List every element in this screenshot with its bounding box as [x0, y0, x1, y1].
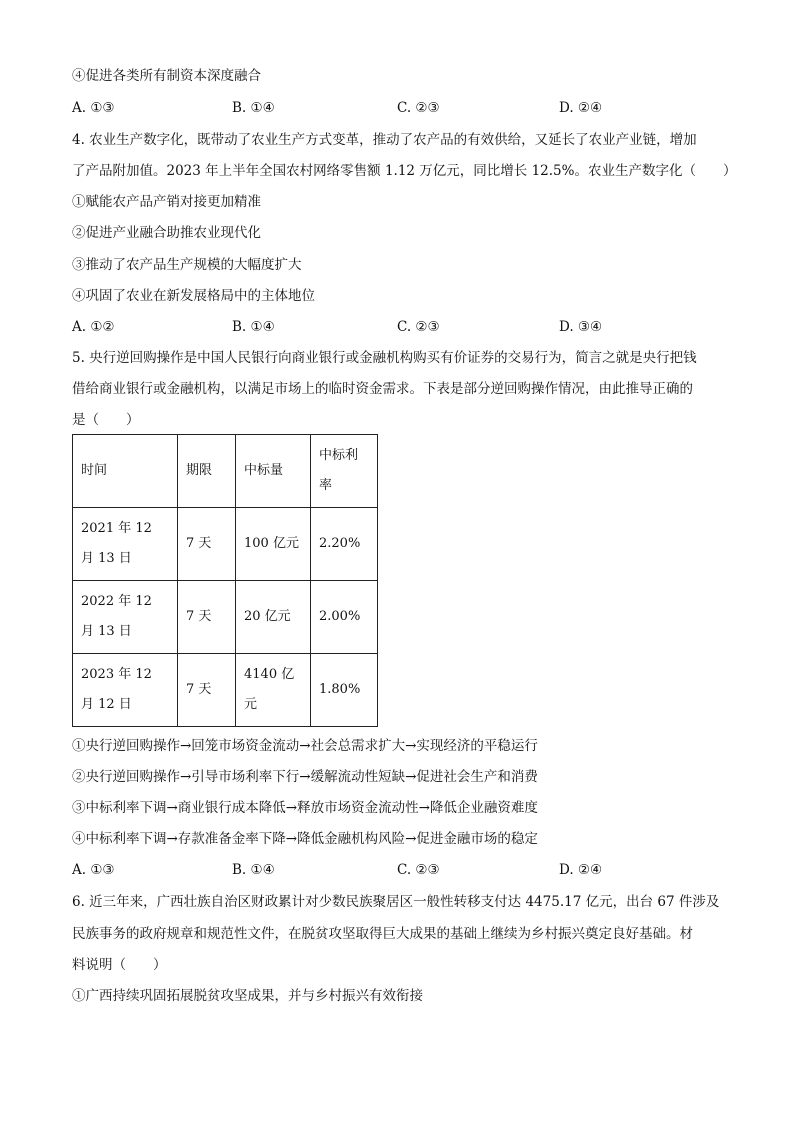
table-cell-term: 7 天 [178, 654, 236, 727]
q5-stem-line-1: 5. 央行逆回购操作是中国人民银行向商业银行或金融机构购买有价证券的交易行为，简言之就是央行把钱 [72, 350, 697, 366]
table-header-rate: 中标利率 [311, 435, 378, 508]
table-cell-term: 7 天 [178, 581, 236, 654]
q4-options [72, 317, 722, 337]
q5-option-c[interactable]: C. ②③ [397, 862, 440, 878]
q5-option-b[interactable]: B. ①④ [232, 862, 275, 878]
q4-item-4: ④巩固了农业在新发展格局中的主体地位 [72, 288, 315, 304]
table-cell-term: 7 天 [178, 508, 236, 581]
table-row [73, 654, 378, 727]
q5-option-d[interactable]: D. ②④ [559, 862, 603, 878]
q4-option-a[interactable]: A. ①② [72, 319, 115, 335]
q6-item-1: ①广西持续巩固拓展脱贫攻坚成果，并与乡村振兴有效衔接 [72, 988, 423, 1004]
q5-item-1: ①央行逆回购操作→回笼市场资金流动→社会总需求扩大→实现经济的平稳运行 [72, 738, 538, 754]
table-header-row [73, 435, 378, 508]
q3-option-a[interactable]: A. ①③ [72, 100, 115, 116]
q5-stem-line-2: 借给商业银行或金融机构，以满足市场上的临时资金需求。下表是部分逆回购操作情况，由此推导正确的 [72, 381, 693, 397]
table-header-term: 期限 [178, 435, 236, 508]
table-cell-time: 2021 年 12 月 13 日 [73, 508, 178, 581]
q5-item-3: ③中标利率下调→商业银行成本降低→释放市场资金流动性→降低企业融资难度 [72, 800, 538, 816]
q5-item-4: ④中标利率下调→存款准备金率下降→降低金融机构风险→促进金融市场的稳定 [72, 831, 538, 847]
q4-option-b[interactable]: B. ①④ [232, 319, 275, 335]
q4-stem-line-1: 4. 农业生产数字化，既带动了农业生产方式变革，推动了农产品的有效供给，又延长了农业产业链，增加 [72, 132, 697, 148]
q4-item-2: ②促进产业融合助推农业现代化 [72, 225, 261, 241]
table-cell-amount: 20 亿元 [236, 581, 311, 654]
q4-option-d[interactable]: D. ③④ [559, 319, 603, 335]
table-header-amount: 中标量 [236, 435, 311, 508]
q3-option-d[interactable]: D. ②④ [559, 100, 603, 116]
table-cell-amount: 100 亿元 [236, 508, 311, 581]
q3-options [72, 98, 722, 118]
q4-option-c[interactable]: C. ②③ [397, 319, 440, 335]
q3-option-c[interactable]: C. ②③ [397, 100, 440, 116]
reverse-repo-table [72, 434, 378, 727]
table-cell-amount: 4140 亿元 [236, 654, 311, 727]
table-row [73, 581, 378, 654]
q5-option-a[interactable]: A. ①③ [72, 862, 115, 878]
q5-item-2: ②央行逆回购操作→引导市场利率下行→缓解流动性短缺→促进社会生产和消费 [72, 769, 538, 785]
q6-stem-line-1: 6. 近三年来，广西壮族自治区财政累计对少数民族聚居区一般性转移支付达 4475.17 亿元，出台 67 件涉及 [72, 894, 720, 910]
table-cell-time: 2023 年 12 月 12 日 [73, 654, 178, 727]
q5-stem-line-3: 是（ ） [72, 412, 140, 428]
table-cell-rate: 2.00% [311, 581, 378, 654]
q3-item-4: ④促进各类所有制资本深度融合 [72, 68, 261, 84]
q4-item-1: ①赋能农产品产销对接更加精准 [72, 194, 261, 210]
table-cell-time: 2022 年 12 月 13 日 [73, 581, 178, 654]
table-cell-rate: 1.80% [311, 654, 378, 727]
q3-option-b[interactable]: B. ①④ [232, 100, 275, 116]
q4-item-3: ③推动了农产品生产规模的大幅度扩大 [72, 257, 302, 273]
q6-stem-line-2: 民族事务的政府规章和规范性文件，在脱贫攻坚取得巨大成果的基础上继续为乡村振兴奠定良好基础。材 [72, 926, 693, 942]
table-cell-rate: 2.20% [311, 508, 378, 581]
table-row [73, 508, 378, 581]
table-header-time: 时间 [73, 435, 178, 508]
q5-options [72, 860, 722, 880]
q4-stem-line-2: 了产品附加值。2023 年上半年全国农村网络零售额 1.12 万亿元，同比增长 12.5%。农业生产数字化（ ） [72, 163, 737, 179]
q6-stem-line-3: 料说明（ ） [72, 957, 167, 973]
